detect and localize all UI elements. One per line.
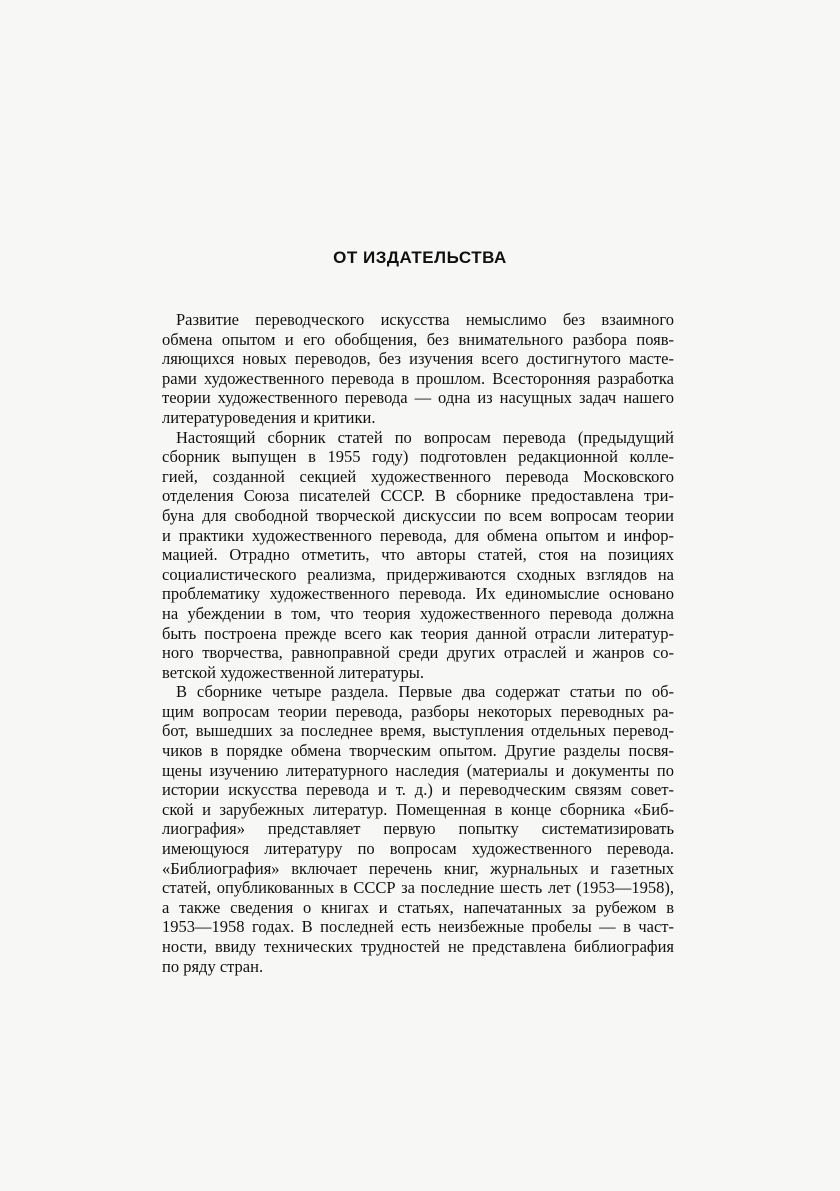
text-line: щены изучению литературного наследия (материалы и документы по xyxy=(162,760,674,780)
paragraph-1 xyxy=(162,310,674,428)
text-line: ской и зарубежных литератур. Помещенная в конце сборника «Биб- xyxy=(162,799,674,819)
text-line: обмена опытом и его обобщения, без внимательного разбора появ- xyxy=(162,329,674,349)
text-line: сборник выпущен в 1955 году) подготовлен редакционной колле- xyxy=(162,447,674,467)
text-line: проблематику художественного перевода. Их единомыслие основано xyxy=(162,584,674,604)
text-line: на убеждении в том, что теория художественного перевода должна xyxy=(162,603,674,623)
text-line: «Библиография» включает перечень книг, журнальных и газетных xyxy=(162,858,674,878)
text-line: В сборнике четыре раздела. Первые два содержат статьи по об- xyxy=(176,682,674,702)
text-line: мацией. Отрадно отметить, что авторы статей, стоя на позициях xyxy=(162,545,674,565)
text-line: ляющихся новых переводов, без изучения всего достигнутого масте- xyxy=(162,349,674,369)
text-line: чиков в порядке обмена творческим опытом. Другие разделы посвя- xyxy=(162,741,674,761)
text-line: ветской художественной литературы. xyxy=(162,662,424,682)
text-line: бот, вышедших за последнее время, выступления отдельных перевод- xyxy=(162,721,674,741)
text-line: лиография» представляет первую попытку систематизировать xyxy=(162,819,674,839)
body-text xyxy=(162,310,674,976)
page-title: ОТ ИЗДАТЕЛЬСТВА xyxy=(333,248,507,267)
text-line: быть построена прежде всего как теория данной отрасли литератур- xyxy=(162,623,674,643)
paragraph-3 xyxy=(162,682,674,976)
text-line: ного творчества, равноправной среди других отраслей и жанров со- xyxy=(162,643,674,663)
text-line: гией, созданной секцией художественного перевода Московского xyxy=(162,466,674,486)
text-line: статей, опубликованных в СССР за последние шесть лет (1953—1958), xyxy=(162,878,674,898)
text-line: а также сведения о книгах и статьях, напечатанных за рубежом в xyxy=(162,897,674,917)
text-line: Настоящий сборник статей по вопросам перевода (предыдущий xyxy=(176,427,674,447)
text-line: отделения Союза писателей СССР. В сборнике предоставлена три- xyxy=(162,486,674,506)
text-line: ности, ввиду технических трудностей не представлена библиография xyxy=(162,937,674,956)
text-line: рами художественного перевода в прошлом. Всесторонняя разработка xyxy=(162,368,674,388)
text-line: и практики художественного перевода, для обмена опытом и инфор- xyxy=(162,525,674,545)
text-line: имеющуюся литературу по вопросам художественного перевода. xyxy=(162,839,674,859)
text-line: теории художественного перевода — одна из насущных задач нашего xyxy=(162,388,674,408)
text-line: социалистического реализма, придерживаются сходных взглядов на xyxy=(162,564,674,584)
text-line: литературоведения и критики. xyxy=(162,407,376,427)
text-line: буна для свободной творческой дискуссии по всем вопросам теории xyxy=(162,505,674,525)
paragraph-2 xyxy=(162,428,674,683)
text-line: истории искусства перевода и т. д.) и переводческим связям совет- xyxy=(162,780,674,800)
text-line: Развитие переводческого искусства немыслимо без взаимного xyxy=(176,310,674,329)
text-line: щим вопросам теории перевода, разборы некоторых переводных ра- xyxy=(162,701,674,721)
text-line: 1953—1958 годах. В последней есть неизбежные пробелы — в част- xyxy=(162,917,674,937)
text-line: по ряду стран. xyxy=(162,956,264,976)
